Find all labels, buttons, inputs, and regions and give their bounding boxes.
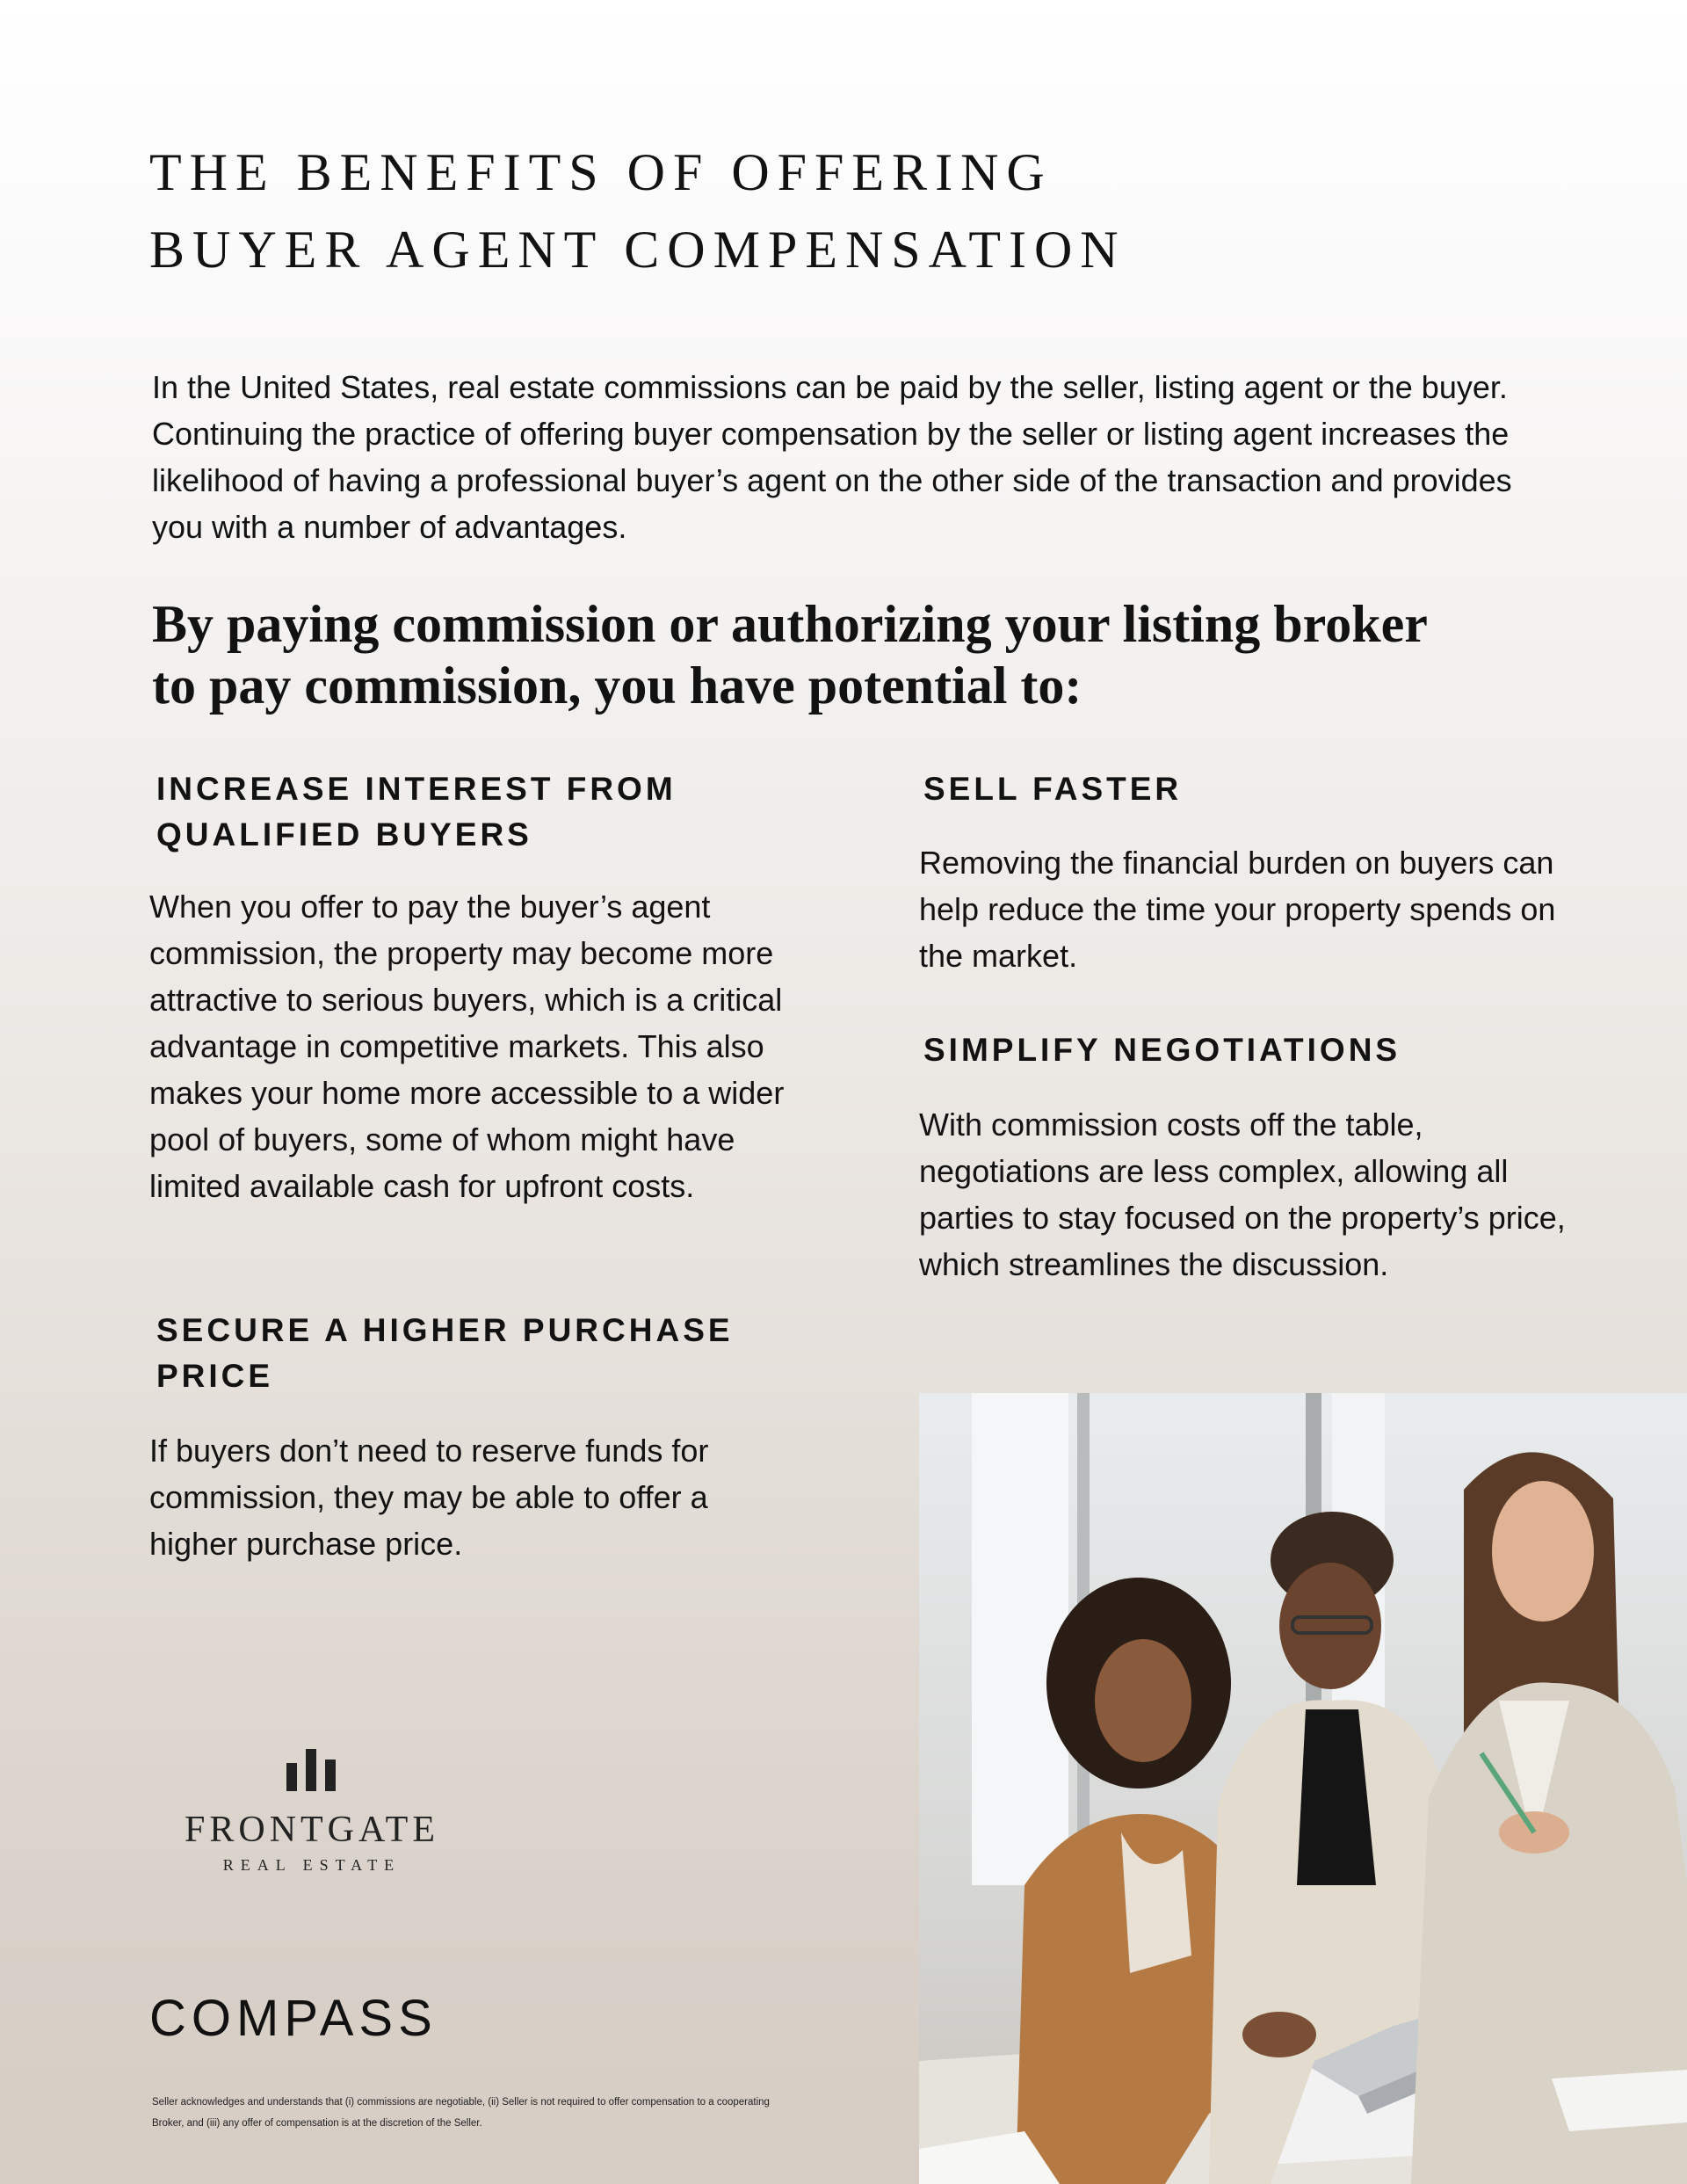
frontgate-logo xyxy=(167,1749,457,1875)
frontgate-subtitle: REAL ESTATE xyxy=(222,1856,402,1874)
lead-statement: By paying commission or authorizing your listing broker to pay commission, you have potential to: xyxy=(152,595,1427,715)
benefit-body: If buyers don’t need to reserve funds for commission, they may be able to offer a higher purchase price. xyxy=(149,1433,709,1562)
title-line-2: BUYER AGENT COMPENSATION xyxy=(149,221,1126,279)
intro-paragraph: In the United States, real estate commissions can be paid by the seller, listing agent or the buyer. Continuing the practice of offering buyer compensation by the seller or listing agent increases the likelihood of having a professional buyer’s agent on the other side of the transaction and provides you with a number of advantages. xyxy=(152,369,1512,545)
benefit-heading: SIMPLIFY NEGOTIATIONS xyxy=(923,1032,1401,1068)
page-title xyxy=(149,134,1379,288)
benefit-heading: SELL FASTER xyxy=(923,771,1183,807)
benefit-body: Removing the financial burden on buyers can help reduce the time your property spends on the market. xyxy=(919,845,1556,974)
title-line-1: THE BENEFITS OF OFFERING xyxy=(149,143,1053,201)
frontgate-name: FRONTGATE xyxy=(184,1810,439,1850)
team-meeting-photo xyxy=(919,1393,1687,2184)
compass-logo: COMPASS xyxy=(149,1990,438,2047)
benefit-body: When you offer to pay the buyer’s agent commission, the property may become more attractive to serious buyers, which is a critical advantage in competitive markets. This also makes your home more accessible to a wider pool of buyers, some of whom might have limited available cash for upfront costs. xyxy=(149,889,785,1204)
frontgate-bars-icon xyxy=(286,1749,337,1791)
benefit-heading: SECURE A HIGHER PURCHASE PRICE xyxy=(156,1312,734,1394)
benefit-heading: INCREASE INTEREST FROM QUALIFIED BUYERS xyxy=(156,771,677,853)
disclaimer: Seller acknowledges and understands that (i) commissions are negotiable, (ii) Seller is not required to offer compensation to a cooperating Broker, and (iii) any offer of compensation is at the discretion of the Seller. xyxy=(152,2097,770,2129)
benefit-body: With commission costs off the table, negotiations are less complex, allowing all parties to stay focused on the property’s price, which streamlines the discussion. xyxy=(919,1107,1566,1282)
